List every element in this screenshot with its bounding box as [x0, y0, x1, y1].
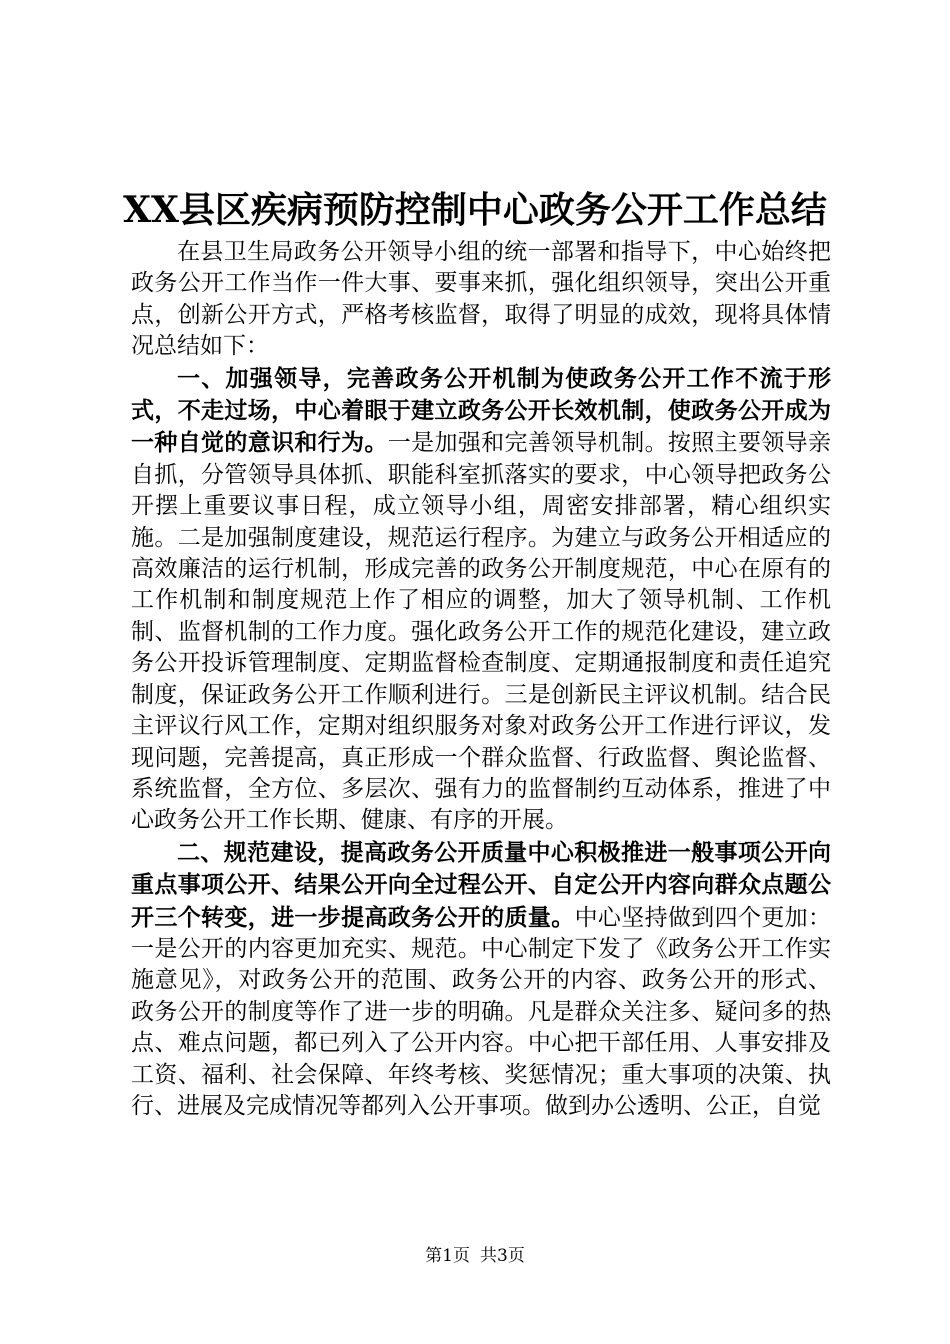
paragraph-text: 一是加强和完善领导机制。按照主要领导亲自抓，分管领导具体抓、职能科室抓落实的要求，中心领导把政务公开摆上重要议事日程，成立领导小组，周密安排部署，精心组织实施。二是加强制度建设，规范运行程序。为建立与政务公开相适应的高效廉洁的运行机制，形成完善的政务公开制度规范，中心在原有的工作机制和制度规范上作了相应的调整，加大了领导机制、工作机制、监督机制的工作力度。强化政务公开工作的规范化建设，建立政务公开投诉管理制度、定期监督检查制度、定期通报制度和责任追究制度，保证政务公开工作顺利进行。三是创新民主评议机制。结合民主评议行风工作，定期对组织服务对象对政务公开工作进行评议，发现问题，完善提高，真正形成一个群众监督、行政监督、舆论监督、系统监督，全方位、多层次、强有力的监督制约互动体系，推进了中心政务公开工作长期、健康、有序的开展。 [131, 430, 832, 834]
paragraph-section-1 [131, 363, 831, 837]
paragraph-lead: 一、加强领导，完善政务公开机制为使政务公开工作不流于形式，不走过场，中心着眼于建立政务公开长效机制，使政务公开成为一种自觉的意识和行为。 [131, 364, 831, 457]
page-number: 第1页 [425, 1246, 470, 1266]
paragraph-text: 中心坚持做到四个更加：一是公开的内容更加充实、规范。中心制定下发了《政务公开工作实施意见》，对政务公开的范围、政务公开的内容、政务公开的形式、政务公开的制度等作了进一步的明确。凡是群众关注多、疑问多的热点、难点问题，都已列入了公开内容。中心把干部任用、人事安排及工资、福利、社会保障、年终考核、奖惩情况；重大事项的决策、执行、进展及完成情况等都列入公开事项。做到办公透明、公正，自觉 [131, 904, 832, 1119]
document-title: XX县区疾病预防控制中心政务公开工作总结 [123, 189, 827, 231]
paragraph-intro [131, 236, 831, 363]
page-total: 共3页 [480, 1246, 525, 1266]
page-footer [0, 1244, 950, 1268]
document-body [131, 236, 831, 1122]
paragraph-section-2 [131, 837, 831, 1123]
paragraph-text: 在县卫生局政务公开领导小组的统一部署和指导下，中心始终把政务公开工作当作一件大事、要事来抓，强化组织领导，突出公开重点，创新公开方式，严格考核监督，取得了明显的成效，现将具体情况总结如下： [131, 239, 831, 360]
paragraph-lead: 二、规范建设，提高政务公开质量中心积极推进一般事项公开向重点事项公开、结果公开向全过程公开、自定公开内容向群众点题公开三个转变，进一步提高政务公开的质量。 [131, 838, 831, 931]
